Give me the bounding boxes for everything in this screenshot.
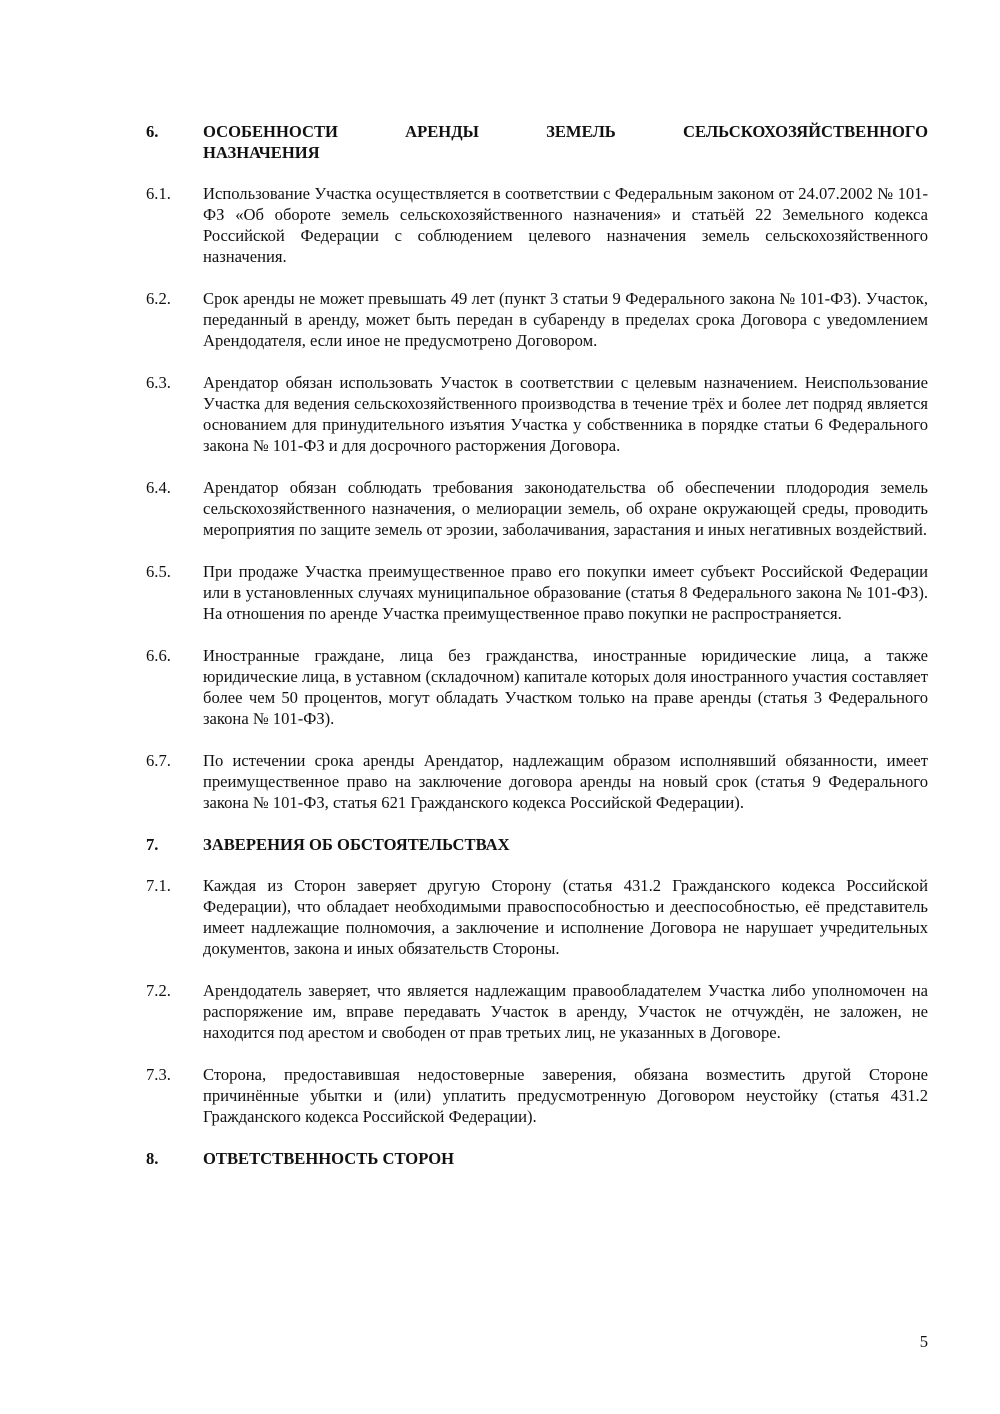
section-heading-8 [146, 1148, 928, 1169]
clause-number: 6.2. [146, 289, 171, 308]
section-number: 7. [146, 835, 159, 854]
section-title-word: ОСОБЕННОСТИ [203, 122, 338, 141]
clause-text: Арендатор обязан использовать Участок в соответствии с целевым назначением. Неиспользование Участка для ведения сельскохозяйственного производства в течение трёх и более лет подряд является основанием для принудительного изъятия Участка у собственника в порядке статьи 6 Федерального закона № 101-ФЗ и для досрочного расторжения Договора. [203, 373, 928, 455]
section-heading-6 [146, 121, 928, 163]
page-number: 5 [919, 1332, 928, 1351]
section-title-word: АРЕНДЫ [405, 122, 479, 141]
section-title-word: ЗЕМЕЛЬ [546, 122, 616, 141]
clause-text: Арендодатель заверяет, что является надлежащим правообладателем Участка либо уполномочен на распоряжение им, вправе передавать Участок в аренду, Участок не отчуждён, не заложен, не находится под арестом и свободен от прав третьих лиц, не указанных в Договоре. [203, 981, 928, 1042]
clause-number: 6.5. [146, 562, 171, 581]
clause-7-2 [146, 980, 928, 1043]
section-title-word: СЕЛЬСКОХОЗЯЙСТВЕННОГО [682, 122, 928, 141]
page-content [146, 121, 928, 1189]
clause-text: Использование Участка осуществляется в соответствии с Федеральным законом от 24.07.2002 № 101-ФЗ «Об обороте земель сельскохозяйственного назначения» и статьёй 22 Земельного кодекса Российской Федерации с соблюдением целевого назначения земель сельскохозяйственного назначения. [203, 184, 928, 266]
clause-6-7 [146, 750, 928, 813]
clause-6-6 [146, 645, 928, 729]
clause-number: 6.3. [146, 373, 171, 392]
clause-number: 7.3. [146, 1065, 171, 1084]
section-number: 6. [146, 122, 159, 141]
clause-number: 6.4. [146, 478, 171, 497]
clause-text: Арендатор обязан соблюдать требования законодательства об обеспечении плодородия земель сельскохозяйственного назначения, о мелиорации земель, об охране окружающей среды, проводить мероприятия по защите земель от эрозии, заболачивания, зарастания и иных негативных воздействий. [203, 478, 928, 539]
section-title: ОТВЕТСТВЕННОСТЬ СТОРОН [203, 1149, 455, 1168]
clause-7-1 [146, 875, 928, 959]
clause-text: По истечении срока аренды Арендатор, надлежащим образом исполнявший обязанности, имеет преимущественное право на заключение договора аренды на новый срок (статья 9 Федерального закона № 101-ФЗ, статья 621 Гражданского кодекса Российской Федерации). [203, 751, 928, 812]
clause-6-4 [146, 477, 928, 540]
clause-7-3 [146, 1064, 928, 1127]
section-title-line-2: НАЗНАЧЕНИЯ [203, 143, 320, 162]
clause-text: Каждая из Сторон заверяет другую Сторону (статья 431.2 Гражданского кодекса Российской Федерации), что обладает необходимыми правоспособностью и дееспособностью, её представитель имеет надлежащие полномочия, а заключение и исполнение Договора не нарушает учредительных документов, закона и иных обязательств Стороны. [203, 876, 928, 958]
clause-number: 6.1. [146, 184, 171, 203]
section-title-line-1 [203, 121, 928, 142]
clause-text: При продаже Участка преимущественное право его покупки имеет субъект Российской Федерации или в установленных случаях муниципальное образование (статья 8 Федерального закона № 101-ФЗ). На отношения по аренде Участка преимущественное право покупки не распространяется. [203, 562, 928, 623]
clause-6-1 [146, 183, 928, 267]
clause-text: Иностранные граждане, лица без гражданства, иностранные юридические лица, а также юридические лица, в уставном (складочном) капитале которых доля иностранного участия составляет более чем 50 процентов, могут обладать Участком только на праве аренды (статья 3 Федерального закона № 101-ФЗ). [203, 646, 928, 728]
section-title: ЗАВЕРЕНИЯ ОБ ОБСТОЯТЕЛЬСТВАХ [203, 835, 510, 854]
clause-6-5 [146, 561, 928, 624]
section-title [203, 121, 928, 163]
section-heading-7 [146, 834, 928, 855]
clause-text: Сторона, предоставившая недостоверные заверения, обязана возместить другой Стороне причинённые убытки и (или) уплатить предусмотренную Договором неустойку (статья 431.2 Гражданского кодекса Российской Федерации). [203, 1065, 928, 1126]
clause-number: 7.2. [146, 981, 171, 1000]
clause-number: 6.6. [146, 646, 171, 665]
clause-6-2 [146, 288, 928, 351]
section-number: 8. [146, 1149, 159, 1168]
clause-6-3 [146, 372, 928, 456]
clause-text: Срок аренды не может превышать 49 лет (пункт 3 статьи 9 Федерального закона № 101-ФЗ). Участок, переданный в аренду, может быть передан в субаренду в пределах срока Договора с уведомлением Арендодателя, если иное не предусмотрено Договором. [203, 289, 928, 350]
clause-number: 7.1. [146, 876, 171, 895]
clause-number: 6.7. [146, 751, 171, 770]
